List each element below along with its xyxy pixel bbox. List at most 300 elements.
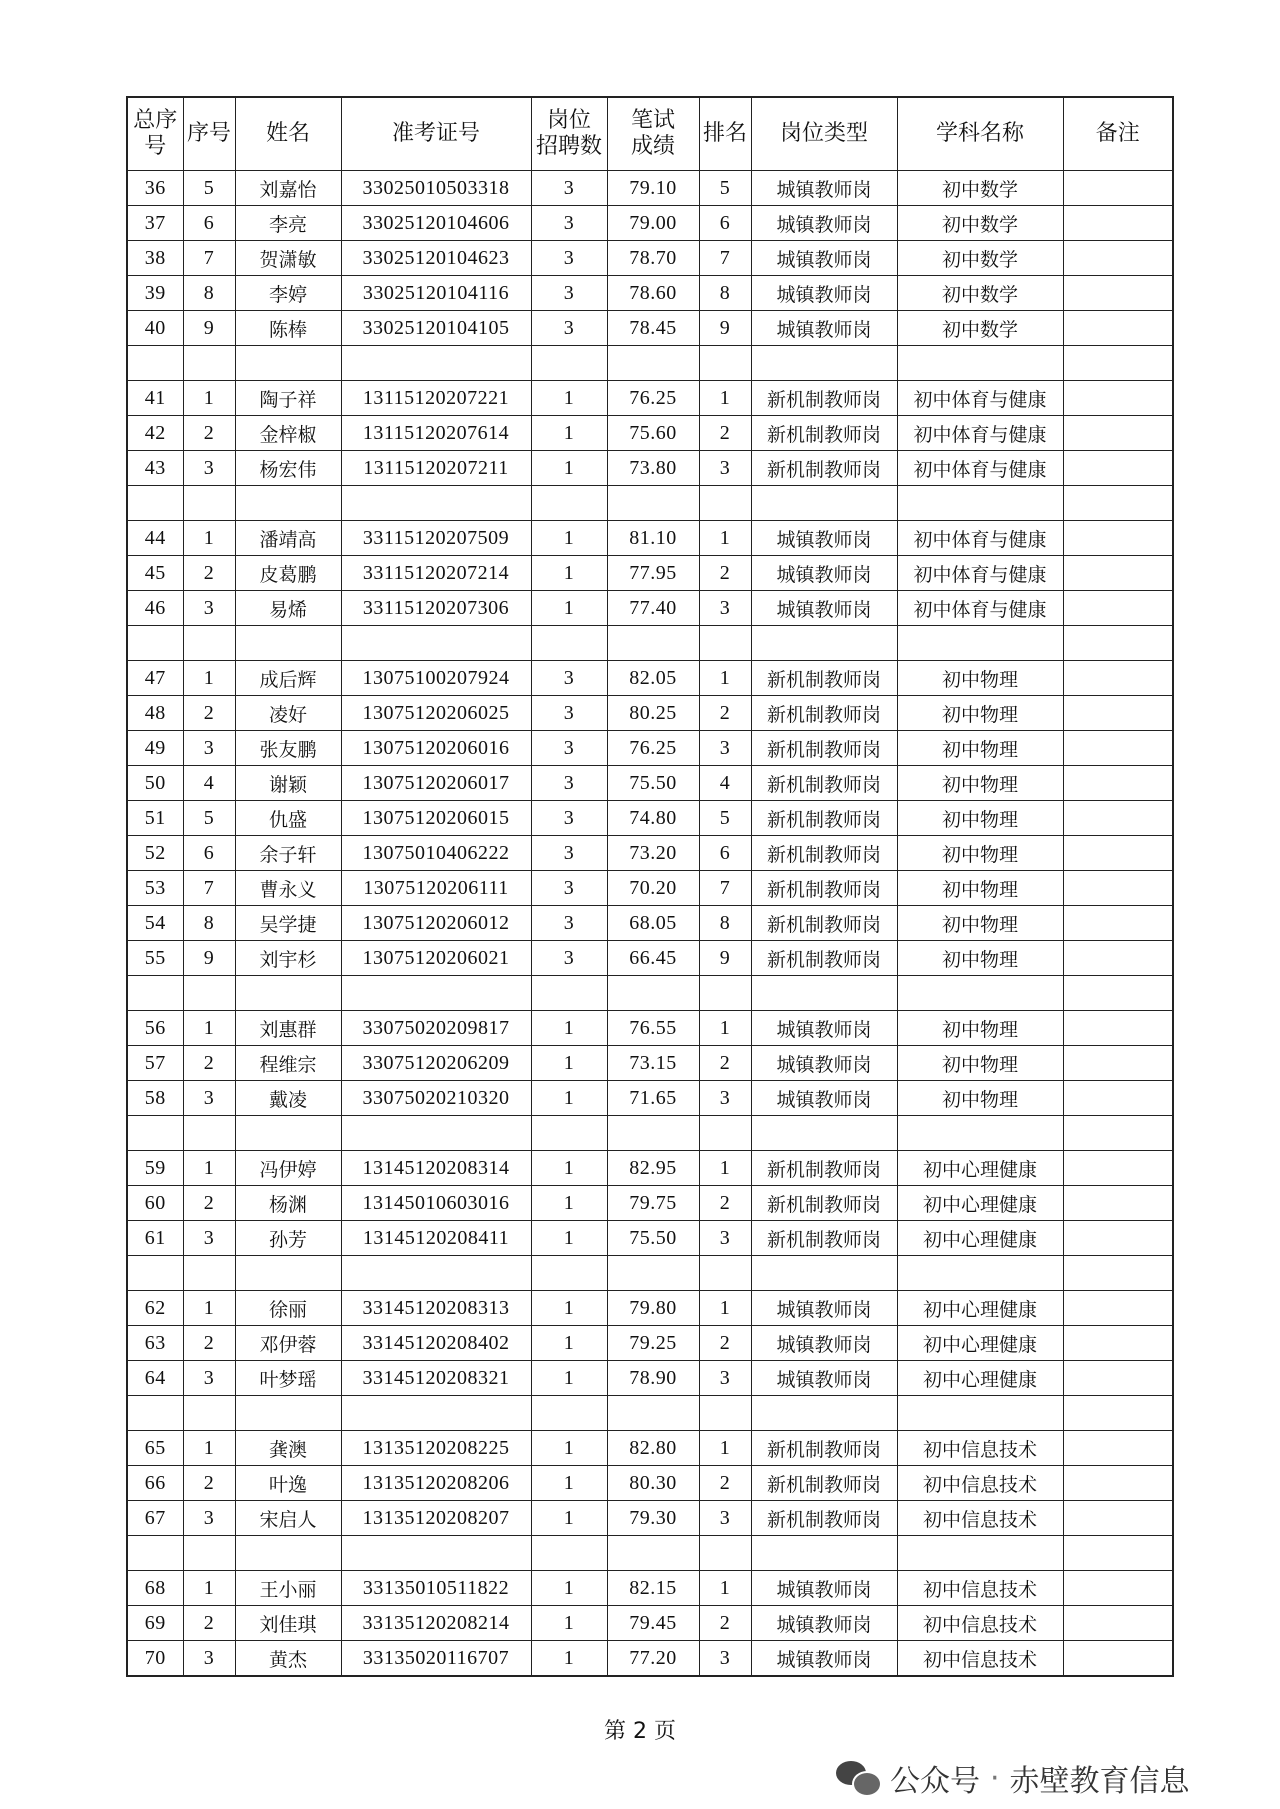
empty-cell [235,1396,341,1431]
table-row [127,381,1173,416]
cell-remarks [1063,206,1173,241]
cell-ticket-no: 33145120208402 [341,1326,531,1361]
cell-subject: 初中数学 [897,311,1063,346]
cell-name: 易烯 [235,591,341,626]
cell-seq: 3 [183,591,235,626]
cell-total-seq: 64 [127,1361,183,1396]
cell-name: 仇盛 [235,801,341,836]
cell-subject: 初中物理 [897,836,1063,871]
cell-seq: 1 [183,1011,235,1046]
empty-cell [341,1396,531,1431]
results-table [126,96,1174,1677]
cell-remarks [1063,311,1173,346]
cell-name: 程维宗 [235,1046,341,1081]
empty-cell [341,976,531,1011]
cell-post-quota: 1 [531,416,607,451]
table-row [127,661,1173,696]
cell-post-quota: 1 [531,1361,607,1396]
cell-seq: 3 [183,1221,235,1256]
cell-remarks [1063,416,1173,451]
table-row [127,1466,1173,1501]
cell-post-quota: 1 [531,556,607,591]
empty-cell [607,626,699,661]
empty-cell [127,1536,183,1571]
cell-rank: 3 [699,1221,751,1256]
empty-cell [607,346,699,381]
cell-rank: 4 [699,766,751,801]
cell-subject: 初中物理 [897,731,1063,766]
cell-rank: 2 [699,1466,751,1501]
empty-cell [751,346,897,381]
separator-row [127,1396,1173,1431]
empty-cell [341,346,531,381]
watermark-prefix: 公众号 [890,1764,980,1799]
cell-seq: 9 [183,311,235,346]
empty-cell [531,1536,607,1571]
cell-remarks [1063,1291,1173,1326]
cell-rank: 2 [699,1186,751,1221]
table-row [127,416,1173,451]
empty-cell [751,976,897,1011]
cell-remarks [1063,556,1173,591]
cell-post-quota: 1 [531,1641,607,1677]
cell-name: 贺潇敏 [235,241,341,276]
cell-post-type: 新机制教师岗 [751,906,897,941]
cell-ticket-no: 33115120207306 [341,591,531,626]
watermark-separator: · [990,1760,1000,1796]
cell-post-quota: 1 [531,1606,607,1641]
cell-remarks [1063,1186,1173,1221]
cell-rank: 9 [699,941,751,976]
empty-cell [751,1116,897,1151]
cell-total-seq: 43 [127,451,183,486]
cell-written-score: 75.60 [607,416,699,451]
cell-rank: 5 [699,171,751,206]
cell-rank: 1 [699,1011,751,1046]
cell-name: 叶逸 [235,1466,341,1501]
cell-post-quota: 1 [531,1186,607,1221]
cell-remarks [1063,1081,1173,1116]
empty-cell [1063,346,1173,381]
table-row [127,906,1173,941]
cell-total-seq: 36 [127,171,183,206]
empty-cell [699,486,751,521]
cell-total-seq: 61 [127,1221,183,1256]
cell-name: 刘宇杉 [235,941,341,976]
cell-remarks [1063,1641,1173,1677]
cell-total-seq: 45 [127,556,183,591]
cell-rank: 3 [699,1641,751,1677]
cell-post-type: 新机制教师岗 [751,696,897,731]
cell-remarks [1063,661,1173,696]
header-subject: 学科名称 [897,97,1063,171]
table-row [127,1326,1173,1361]
cell-rank: 3 [699,1361,751,1396]
cell-name: 成后辉 [235,661,341,696]
cell-remarks [1063,731,1173,766]
cell-seq: 5 [183,171,235,206]
cell-subject: 初中物理 [897,906,1063,941]
empty-cell [699,626,751,661]
cell-remarks [1063,696,1173,731]
empty-cell [897,1396,1063,1431]
empty-cell [751,486,897,521]
cell-remarks [1063,871,1173,906]
cell-ticket-no: 33075120206209 [341,1046,531,1081]
empty-cell [751,1536,897,1571]
cell-written-score: 77.20 [607,1641,699,1677]
cell-written-score: 68.05 [607,906,699,941]
cell-post-type: 新机制教师岗 [751,871,897,906]
cell-total-seq: 57 [127,1046,183,1081]
empty-cell [531,346,607,381]
cell-written-score: 79.75 [607,1186,699,1221]
cell-post-type: 城镇教师岗 [751,556,897,591]
cell-total-seq: 49 [127,731,183,766]
cell-ticket-no: 13145010603016 [341,1186,531,1221]
cell-subject: 初中物理 [897,941,1063,976]
cell-name: 陶子祥 [235,381,341,416]
empty-cell [235,486,341,521]
cell-written-score: 78.90 [607,1361,699,1396]
cell-post-type: 城镇教师岗 [751,1606,897,1641]
cell-subject: 初中体育与健康 [897,591,1063,626]
empty-cell [183,626,235,661]
empty-cell [1063,1116,1173,1151]
header-post-type: 岗位类型 [751,97,897,171]
empty-cell [607,1116,699,1151]
empty-cell [235,1536,341,1571]
cell-total-seq: 40 [127,311,183,346]
cell-seq: 1 [183,1431,235,1466]
cell-subject: 初中心理健康 [897,1221,1063,1256]
cell-post-type: 城镇教师岗 [751,1011,897,1046]
page-number: 第 2 页 [604,1719,676,1744]
cell-subject: 初中心理健康 [897,1186,1063,1221]
cell-post-type: 新机制教师岗 [751,1501,897,1536]
cell-post-quota: 1 [531,521,607,556]
cell-remarks [1063,836,1173,871]
empty-cell [531,976,607,1011]
cell-post-type: 新机制教师岗 [751,1151,897,1186]
empty-cell [751,626,897,661]
cell-remarks [1063,1151,1173,1186]
cell-post-quota: 1 [531,1081,607,1116]
cell-subject: 初中物理 [897,696,1063,731]
cell-rank: 1 [699,1151,751,1186]
cell-post-quota: 3 [531,311,607,346]
table-row [127,1081,1173,1116]
cell-remarks [1063,1466,1173,1501]
cell-seq: 3 [183,1641,235,1677]
cell-written-score: 74.80 [607,801,699,836]
cell-name: 宋启人 [235,1501,341,1536]
cell-post-quota: 1 [531,1291,607,1326]
cell-remarks [1063,906,1173,941]
cell-written-score: 79.45 [607,1606,699,1641]
cell-remarks [1063,801,1173,836]
header-post-quota: 岗位 招聘数 [531,97,607,171]
cell-seq: 2 [183,1466,235,1501]
header-total-seq: 总序 号 [127,97,183,171]
cell-ticket-no: 33075020209817 [341,1011,531,1046]
cell-rank: 2 [699,1326,751,1361]
cell-ticket-no: 13135120208225 [341,1431,531,1466]
table-row [127,1221,1173,1256]
cell-written-score: 79.00 [607,206,699,241]
cell-post-type: 新机制教师岗 [751,381,897,416]
empty-cell [127,626,183,661]
cell-remarks [1063,241,1173,276]
cell-name: 冯伊婷 [235,1151,341,1186]
cell-seq: 8 [183,906,235,941]
cell-total-seq: 59 [127,1151,183,1186]
cell-written-score: 66.45 [607,941,699,976]
cell-name: 孙芳 [235,1221,341,1256]
cell-total-seq: 37 [127,206,183,241]
cell-remarks [1063,451,1173,486]
cell-remarks [1063,1046,1173,1081]
cell-name: 杨渊 [235,1186,341,1221]
cell-seq: 6 [183,206,235,241]
cell-seq: 9 [183,941,235,976]
cell-seq: 6 [183,836,235,871]
table-row [127,1606,1173,1641]
cell-seq: 2 [183,556,235,591]
separator-row [127,346,1173,381]
cell-rank: 1 [699,381,751,416]
separator-row [127,626,1173,661]
empty-cell [531,1116,607,1151]
cell-written-score: 76.55 [607,1011,699,1046]
wechat-icon [836,1761,880,1795]
empty-cell [699,1116,751,1151]
cell-remarks [1063,591,1173,626]
cell-subject: 初中信息技术 [897,1641,1063,1677]
cell-total-seq: 62 [127,1291,183,1326]
cell-subject: 初中体育与健康 [897,451,1063,486]
empty-cell [607,976,699,1011]
cell-post-quota: 3 [531,276,607,311]
cell-total-seq: 46 [127,591,183,626]
cell-seq: 7 [183,241,235,276]
cell-ticket-no: 13115120207614 [341,416,531,451]
cell-post-type: 城镇教师岗 [751,591,897,626]
cell-post-type: 新机制教师岗 [751,941,897,976]
cell-post-type: 新机制教师岗 [751,1186,897,1221]
table-row [127,941,1173,976]
cell-total-seq: 55 [127,941,183,976]
cell-ticket-no: 33025120104105 [341,311,531,346]
cell-post-type: 城镇教师岗 [751,1361,897,1396]
cell-seq: 7 [183,871,235,906]
cell-subject: 初中物理 [897,1046,1063,1081]
cell-total-seq: 66 [127,1466,183,1501]
cell-post-quota: 3 [531,171,607,206]
empty-cell [897,1116,1063,1151]
cell-seq: 4 [183,766,235,801]
header-rank: 排名 [699,97,751,171]
empty-cell [127,346,183,381]
cell-ticket-no: 13135120208207 [341,1501,531,1536]
table-row [127,1046,1173,1081]
cell-name: 徐丽 [235,1291,341,1326]
empty-cell [183,1396,235,1431]
cell-post-type: 新机制教师岗 [751,801,897,836]
cell-subject: 初中信息技术 [897,1466,1063,1501]
cell-post-type: 城镇教师岗 [751,521,897,556]
cell-subject: 初中心理健康 [897,1326,1063,1361]
cell-subject: 初中物理 [897,1081,1063,1116]
cell-rank: 1 [699,521,751,556]
empty-cell [897,346,1063,381]
cell-seq: 3 [183,1081,235,1116]
cell-post-type: 城镇教师岗 [751,1081,897,1116]
cell-name: 潘靖高 [235,521,341,556]
cell-rank: 1 [699,1571,751,1606]
cell-remarks [1063,941,1173,976]
empty-cell [607,1396,699,1431]
empty-cell [341,1256,531,1291]
cell-written-score: 75.50 [607,766,699,801]
cell-subject: 初中体育与健康 [897,556,1063,591]
cell-seq: 2 [183,1046,235,1081]
cell-ticket-no: 13145120208411 [341,1221,531,1256]
cell-total-seq: 58 [127,1081,183,1116]
cell-seq: 3 [183,1501,235,1536]
cell-name: 戴凌 [235,1081,341,1116]
empty-cell [897,1536,1063,1571]
empty-cell [607,1536,699,1571]
header-name: 姓名 [235,97,341,171]
cell-remarks [1063,171,1173,206]
cell-subject: 初中体育与健康 [897,521,1063,556]
cell-rank: 2 [699,696,751,731]
cell-name: 曹永义 [235,871,341,906]
cell-rank: 3 [699,1081,751,1116]
cell-remarks [1063,276,1173,311]
empty-cell [1063,1256,1173,1291]
cell-total-seq: 53 [127,871,183,906]
cell-ticket-no: 33145120208313 [341,1291,531,1326]
cell-remarks [1063,766,1173,801]
cell-remarks [1063,1571,1173,1606]
empty-cell [127,1116,183,1151]
empty-cell [127,1396,183,1431]
cell-written-score: 82.95 [607,1151,699,1186]
cell-post-type: 城镇教师岗 [751,1571,897,1606]
cell-post-type: 城镇教师岗 [751,276,897,311]
table-row [127,1431,1173,1466]
cell-subject: 初中物理 [897,801,1063,836]
cell-name: 邓伊蓉 [235,1326,341,1361]
cell-post-quota: 3 [531,941,607,976]
cell-seq: 1 [183,1291,235,1326]
cell-subject: 初中物理 [897,1011,1063,1046]
cell-total-seq: 56 [127,1011,183,1046]
cell-seq: 3 [183,451,235,486]
cell-seq: 3 [183,1361,235,1396]
cell-written-score: 73.20 [607,836,699,871]
cell-post-type: 城镇教师岗 [751,171,897,206]
table-row [127,171,1173,206]
empty-cell [751,1256,897,1291]
empty-cell [897,1256,1063,1291]
cell-ticket-no: 33025010503318 [341,171,531,206]
cell-rank: 6 [699,836,751,871]
cell-post-quota: 3 [531,906,607,941]
cell-name: 李亮 [235,206,341,241]
table-row [127,1186,1173,1221]
cell-ticket-no: 13145120208314 [341,1151,531,1186]
cell-subject: 初中体育与健康 [897,416,1063,451]
cell-remarks [1063,1501,1173,1536]
empty-cell [1063,1536,1173,1571]
cell-rank: 6 [699,206,751,241]
cell-written-score: 77.95 [607,556,699,591]
empty-cell [531,626,607,661]
cell-post-type: 新机制教师岗 [751,836,897,871]
empty-cell [183,1256,235,1291]
cell-written-score: 82.05 [607,661,699,696]
cell-ticket-no: 33025120104606 [341,206,531,241]
results-sheet [126,96,1172,1677]
cell-written-score: 79.10 [607,171,699,206]
cell-written-score: 79.80 [607,1291,699,1326]
cell-post-type: 城镇教师岗 [751,311,897,346]
cell-post-type: 城镇教师岗 [751,206,897,241]
cell-post-quota: 1 [531,381,607,416]
cell-written-score: 76.25 [607,381,699,416]
watermark [836,1756,1190,1800]
separator-row [127,976,1173,1011]
cell-post-type: 新机制教师岗 [751,416,897,451]
table-row [127,1291,1173,1326]
cell-name: 陈棒 [235,311,341,346]
header-written-score: 笔试 成绩 [607,97,699,171]
empty-cell [897,976,1063,1011]
cell-rank: 1 [699,1431,751,1466]
empty-cell [341,1116,531,1151]
cell-name: 杨宏伟 [235,451,341,486]
cell-written-score: 70.20 [607,871,699,906]
cell-name: 龚澳 [235,1431,341,1466]
table-row [127,1151,1173,1186]
cell-post-quota: 1 [531,1466,607,1501]
cell-subject: 初中信息技术 [897,1606,1063,1641]
header-ticket-no: 准考证号 [341,97,531,171]
cell-total-seq: 52 [127,836,183,871]
table-row [127,1011,1173,1046]
cell-post-type: 城镇教师岗 [751,1046,897,1081]
table-row [127,276,1173,311]
cell-ticket-no: 13075120206111 [341,871,531,906]
cell-name: 黄杰 [235,1641,341,1677]
cell-ticket-no: 13075100207924 [341,661,531,696]
cell-ticket-no: 33135010511822 [341,1571,531,1606]
cell-post-type: 城镇教师岗 [751,1291,897,1326]
cell-post-type: 新机制教师岗 [751,731,897,766]
empty-cell [183,346,235,381]
cell-post-type: 新机制教师岗 [751,451,897,486]
empty-cell [183,1536,235,1571]
cell-ticket-no: 33025120104116 [341,276,531,311]
cell-total-seq: 65 [127,1431,183,1466]
cell-name: 皮葛鹏 [235,556,341,591]
cell-ticket-no: 13075120206021 [341,941,531,976]
cell-seq: 1 [183,381,235,416]
cell-rank: 7 [699,871,751,906]
